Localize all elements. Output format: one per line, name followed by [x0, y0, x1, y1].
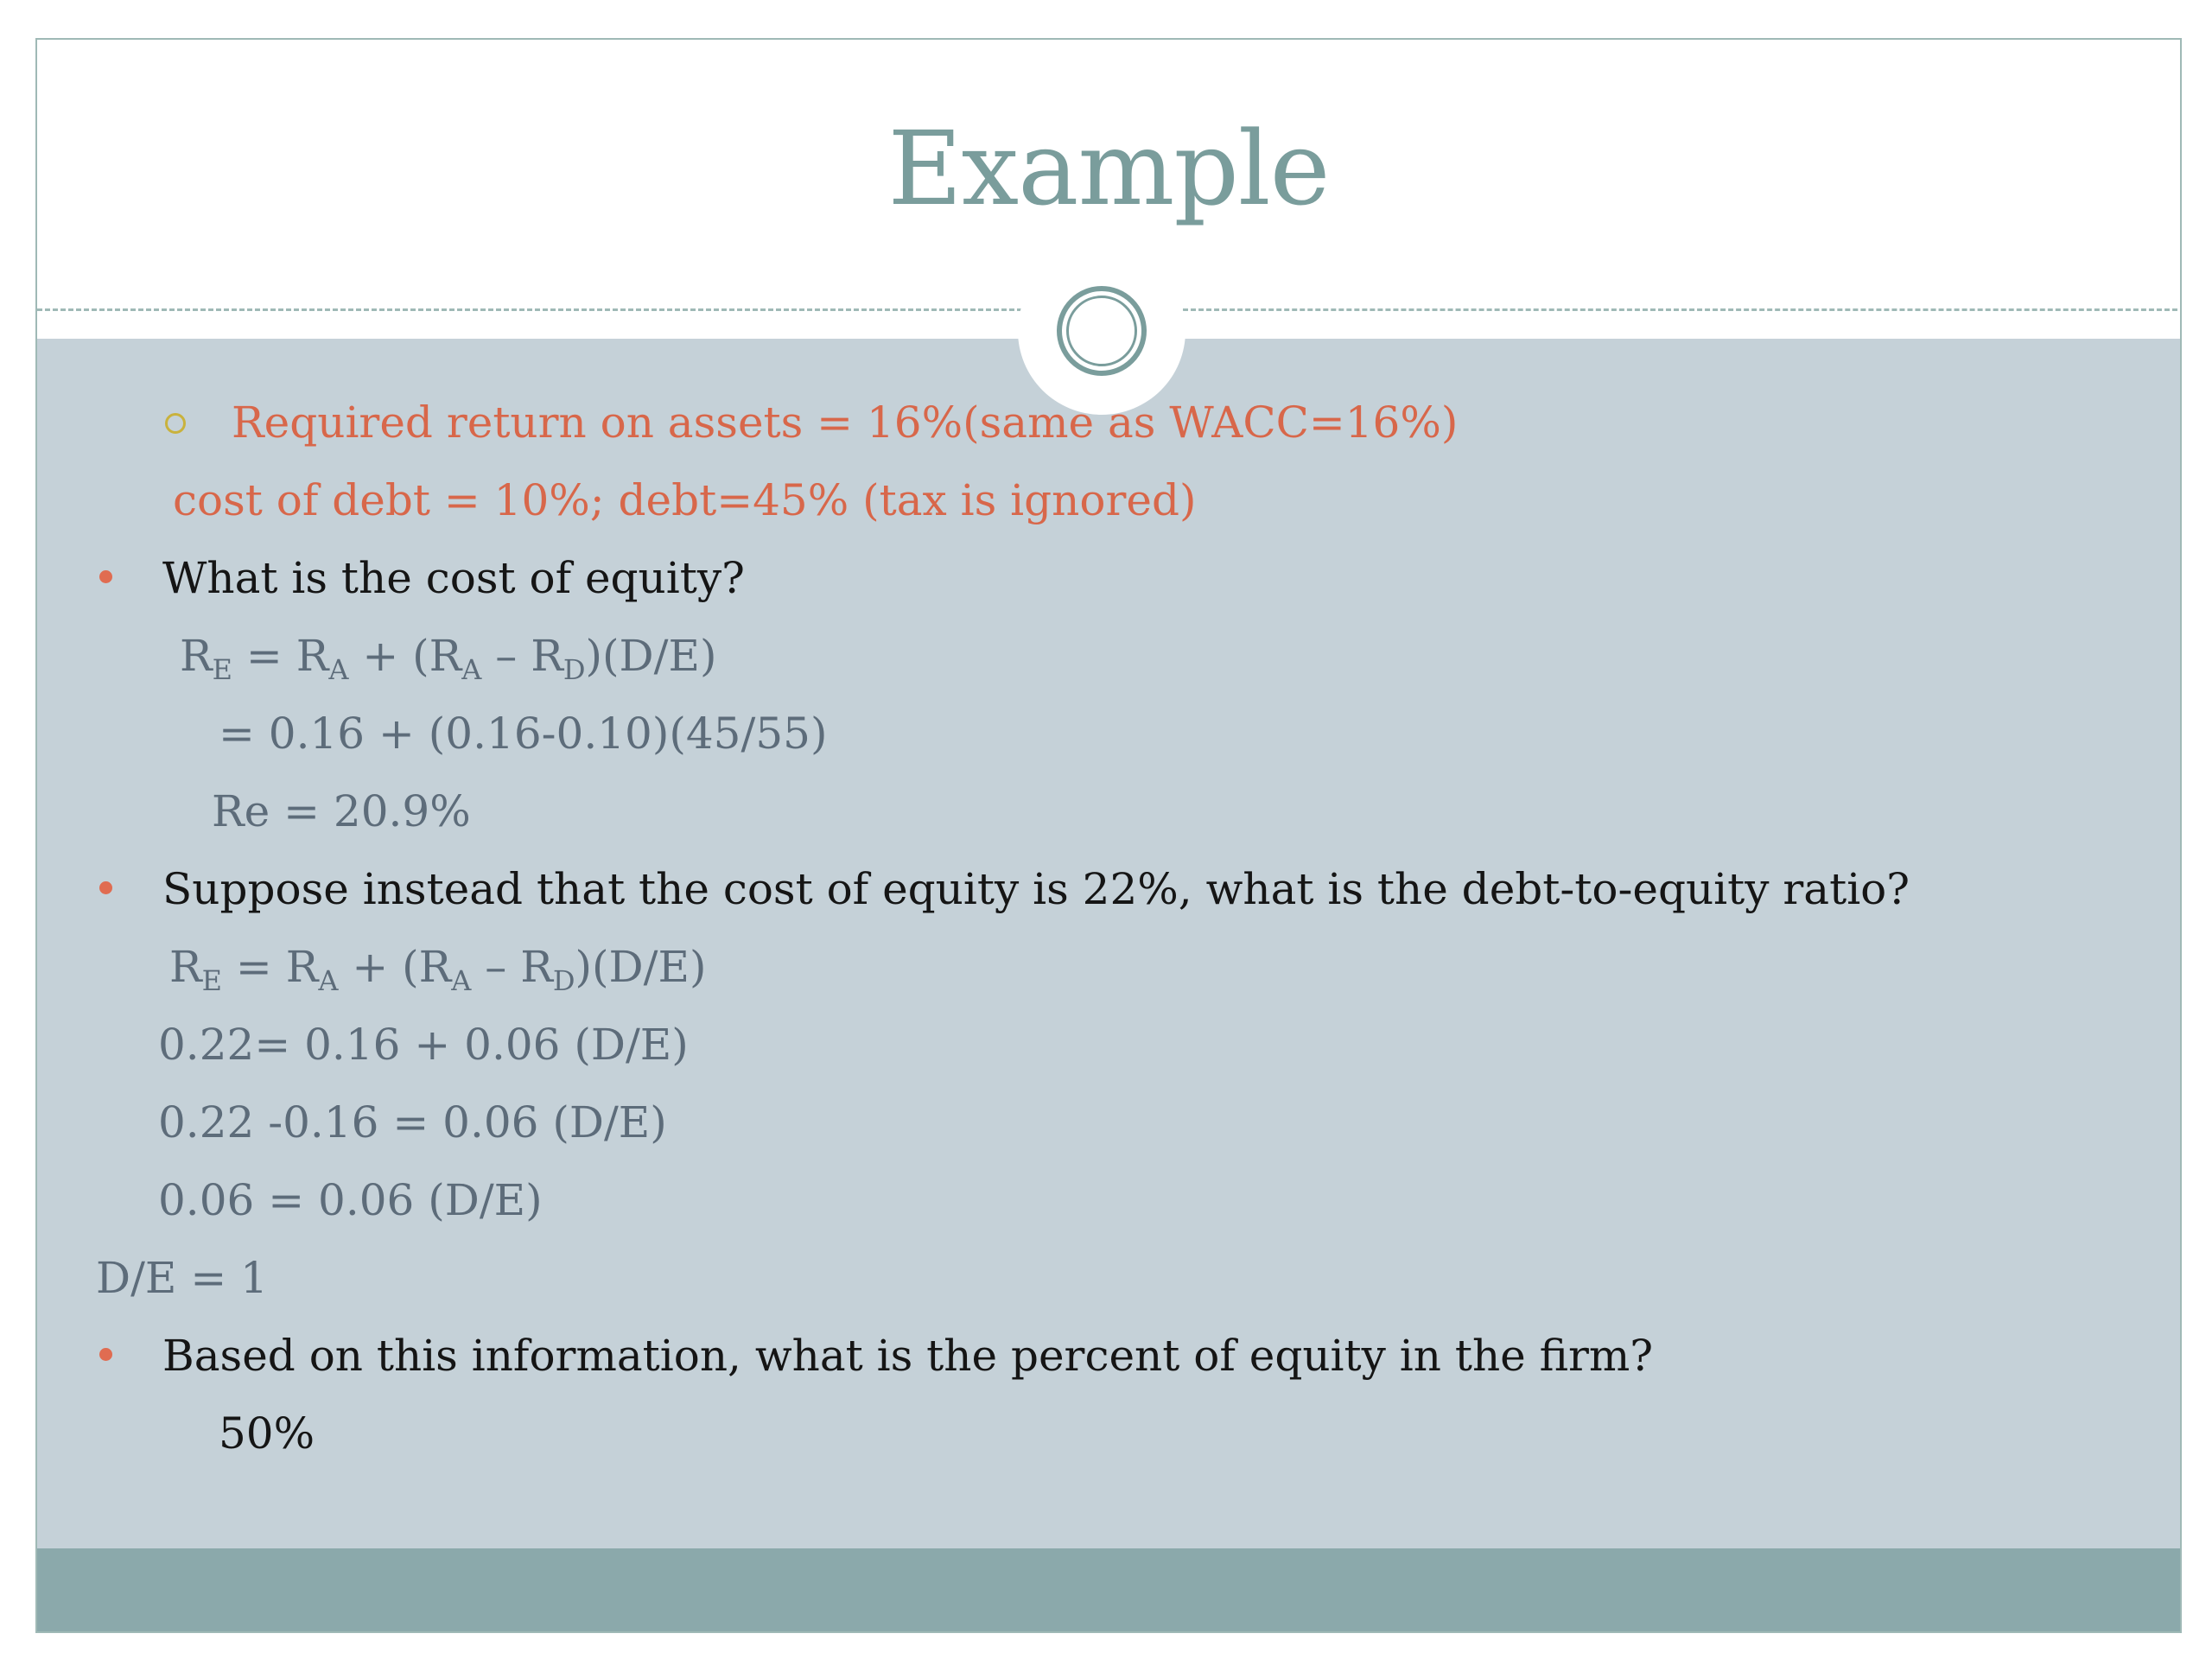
- calculation-step: 0.22 -0.16 = 0.06 (D/E): [158, 1097, 667, 1147]
- given-required-return: Required return on assets = 16%(same as WACC=16%): [232, 397, 1459, 448]
- formula-subscript: E: [201, 964, 223, 997]
- title-divider-right: [1183, 308, 2182, 311]
- bullet-dot-icon: [99, 1348, 112, 1361]
- formula-subscript: D: [563, 653, 586, 686]
- slide: [35, 38, 2182, 1633]
- cost-of-equity-result: Re = 20.9%: [212, 786, 471, 836]
- bullet-dot-icon: [99, 570, 112, 583]
- formula-term: + (R: [348, 631, 462, 681]
- formula-debt-to-equity: [169, 941, 707, 997]
- given-cost-of-debt: cost of debt = 10%; debt=45% (tax is ignored): [173, 475, 1197, 525]
- formula-term: = R: [232, 631, 329, 681]
- slide-title: Example: [887, 109, 1330, 228]
- debt-to-equity-result: D/E = 1: [96, 1253, 268, 1303]
- formula-term: )(D/E): [575, 942, 707, 992]
- question-debt-to-equity: Suppose instead that the cost of equity is 22%, what is the debt-to-equity ratio?: [162, 864, 1910, 914]
- question-percent-equity: Based on this information, what is the percent of equity in the firm?: [162, 1331, 1654, 1381]
- calculation-step: 0.22= 0.16 + 0.06 (D/E): [158, 1020, 689, 1070]
- circle-bullet-icon: [165, 413, 186, 434]
- formula-cost-of-equity: [180, 630, 717, 686]
- formula-term: = R: [222, 942, 319, 992]
- ring-ornament-inner-icon: [1066, 296, 1137, 366]
- formula-subscript: D: [552, 964, 575, 997]
- formula-term: – R: [471, 942, 553, 992]
- percent-equity-answer: 50%: [219, 1408, 315, 1459]
- formula-subscript: E: [212, 653, 233, 686]
- calculation-step: 0.06 = 0.06 (D/E): [158, 1175, 543, 1225]
- formula-subscript: A: [461, 653, 482, 686]
- title-divider-left: [37, 308, 1022, 311]
- formula-subscript: A: [451, 964, 472, 997]
- formula-subscript: A: [328, 653, 349, 686]
- footer-band: [37, 1548, 2180, 1633]
- bullet-dot-icon: [99, 881, 112, 894]
- formula-term: )(D/E): [585, 631, 717, 681]
- question-cost-of-equity: What is the cost of equity?: [162, 553, 745, 603]
- formula-term: – R: [481, 631, 563, 681]
- calculation-step: = 0.16 + (0.16-0.10)(45/55): [219, 709, 828, 759]
- formula-term: R: [180, 631, 213, 681]
- formula-term: + (R: [338, 942, 452, 992]
- formula-subscript: A: [318, 964, 339, 997]
- formula-term: R: [169, 942, 202, 992]
